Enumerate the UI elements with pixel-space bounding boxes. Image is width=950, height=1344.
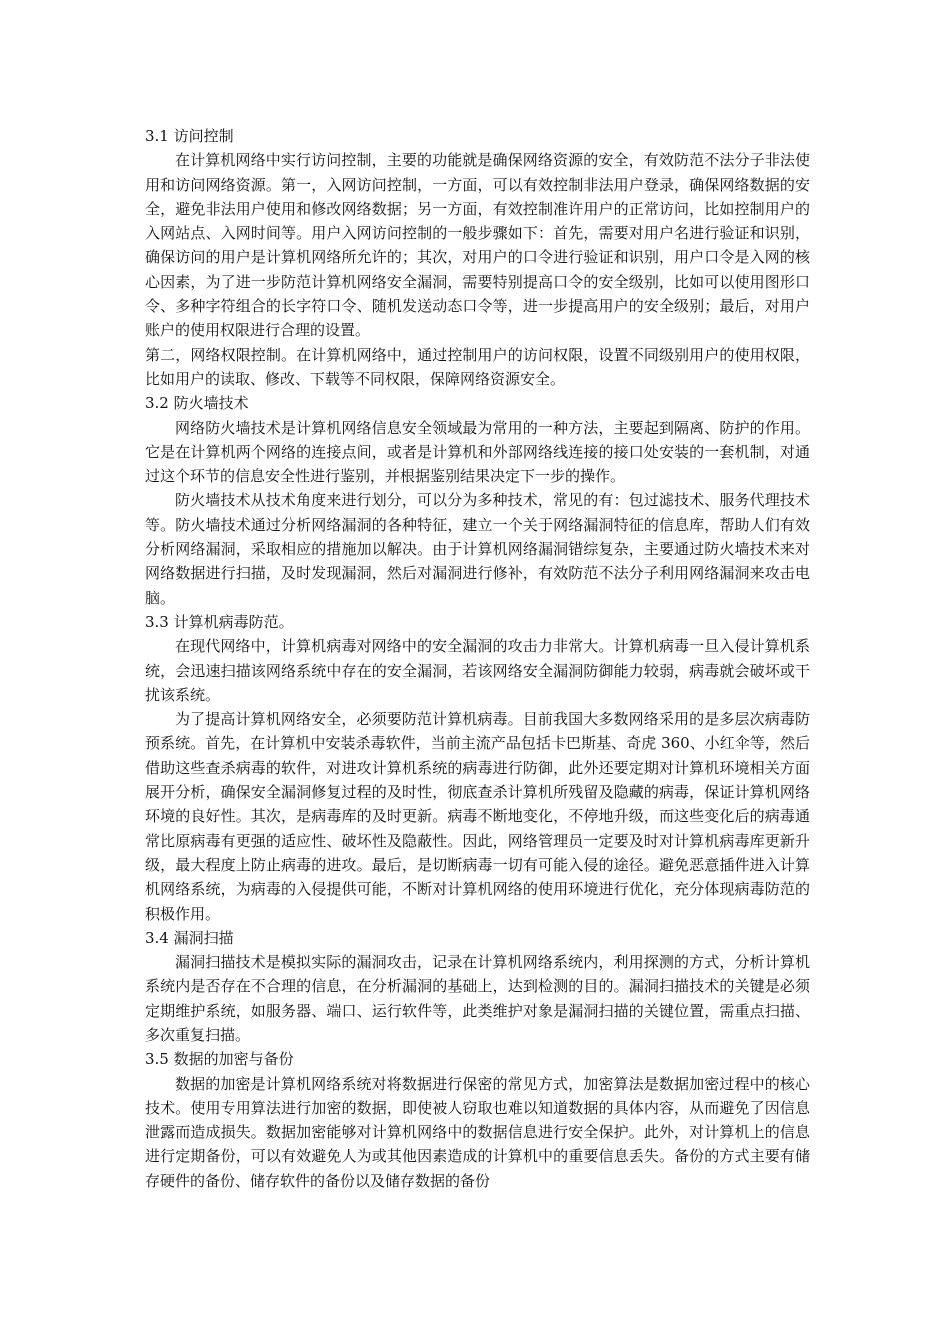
section-3-1: [145, 124, 810, 391]
section-heading: 3.5 数据的加密与备份: [145, 1050, 294, 1069]
paragraph: 网络防火墙技术是计算机网络信息安全领域最为常用的一种方法，主要起到隔离、防护的作用。它是在计算机两个网络的连接点间，或者是计算机和外部网络线连接的接口处安装的一套机制，对通过这个环节的信息安全性进行鉴别，并根据鉴别结果决定下一步的操作。: [145, 418, 810, 486]
section-heading: 3.4 漏洞扫描: [145, 928, 234, 947]
paragraph: 第二，网络权限控制。在计算机网络中，通过控制用户的访问权限，设置不同级别用户的使用权限，比如用户的读取、修改、下载等不同权限，保障网络资源安全。: [145, 345, 810, 388]
section-3-5: [145, 1047, 810, 1193]
paragraph: 在现代网络中，计算机病毒对网络中的安全漏洞的攻击力非常大。计算机病毒一旦入侵计算机系统，会迅速扫描该网络系统中存在的安全漏洞，若该网络安全漏洞防御能力较弱，病毒就会破坏或干扰该系统。: [145, 637, 810, 704]
section-3-2: [145, 391, 810, 610]
section-3-4: [145, 926, 810, 1047]
document-body: [145, 124, 810, 1193]
paragraph: 为了提高计算机网络安全，必须要防范计算机病毒。目前我国大多数网络采用的是多层次病毒防预系统。首先，在计算机中安装杀毒软件，当前主流产品包括卡巴斯基、奇虎 360、小红伞等，然后借助这些查杀病毒的软件，对进攻计算机系统的病毒进行防御，此外还要定期对计算机环境相关方面展开分析，确保安全漏洞修复过程的及时性，彻底查杀计算机所残留及隐藏的病毒，保证计算机网络环境的良好性。其次，是病毒库的及时更新。病毒不断地变化，不停地升级，而这些变化后的病毒通常比原病毒有更强的适应性、破坏性及隐蔽性。因此，网络管理员一定要及时对计算机病毒库更新升级，最大程度上防止病毒的进攻。最后，是切断病毒一切有可能入侵的途径。避免恶意插件进入计算机网络系统，为病毒的入侵提供可能，不断对计算机网络的使用环境进行优化，充分体现病毒防范的积极作用。: [145, 710, 810, 923]
paragraph: 防火墙技术从技术角度来进行划分，可以分为多种技术，常见的有：包过滤技术、服务代理技术等。防火墙技术通过分析网络漏洞的各种特征，建立一个关于网络漏洞特征的信息库，帮助人们有效分析网络漏洞，采取相应的措施加以解决。由于计算机网络漏洞错综复杂，主要通过防火墙技术来对网络数据进行扫描，及时发现漏洞，然后对漏洞进行修补，有效防范不法分子利用网络漏洞来攻击电脑。: [145, 491, 810, 607]
paragraph: 漏洞扫描技术是模拟实际的漏洞攻击，记录在计算机网络系统内，利用探测的方式，分析计算机系统内是否存在不合理的信息，在分析漏洞的基础上，达到检测的目的。漏洞扫描技术的关键是必须定期维护系统，如服务器、端口、运行软件等，此类维护对象是漏洞扫描的关键位置，需重点扫描、多次重复扫描。: [145, 953, 810, 1044]
paragraph: 在计算机网络中实行访问控制，主要的功能就是确保网络资源的安全，有效防范不法分子非法使用和访问网络资源。第一，入网访问控制，一方面，可以有效控制非法用户登录，确保网络数据的安全，避免非法用户使用和修改网络数据；另一方面，有效控制准许用户的正常访问，比如控制用户的入网站点、入网时间等。用户入网访问控制的一般步骤如下：首先，需要对用户名进行验证和识别，确保访问的用户是计算机网络所允许的；其次，对用户的口令进行验证和识别，用户口令是入网的核心因素，为了进一步防范计算机网络安全漏洞，需要特别提高口令的安全级别，比如可以使用图形口令、多种字符组合的长字符口令、随机发送动态口令等，进一步提高用户的安全级别；最后，对用户账户的使用权限进行合理的设置。: [145, 151, 810, 340]
section-heading: 3.3 计算机病毒防范。: [145, 612, 294, 631]
paragraph: 数据的加密是计算机网络系统对将数据进行保密的常见方式，加密算法是数据加密过程中的核心技术。使用专用算法进行加密的数据，即使被人窃取也难以知道数据的具体内容，从而避免了因信息泄露而造成损失。数据加密能够对计算机网络中的数据信息进行安全保护。此外，对计算机上的信息进行定期备份，可以有效避免人为或其他因素造成的计算机中的重要信息丢失。备份的方式主要有储存硬件的备份、储存软件的备份以及储存数据的备份: [145, 1074, 810, 1190]
section-heading: 3.2 防火墙技术: [145, 394, 249, 413]
section-heading: 3.1 访问控制: [145, 127, 234, 145]
section-3-3: [145, 610, 810, 926]
